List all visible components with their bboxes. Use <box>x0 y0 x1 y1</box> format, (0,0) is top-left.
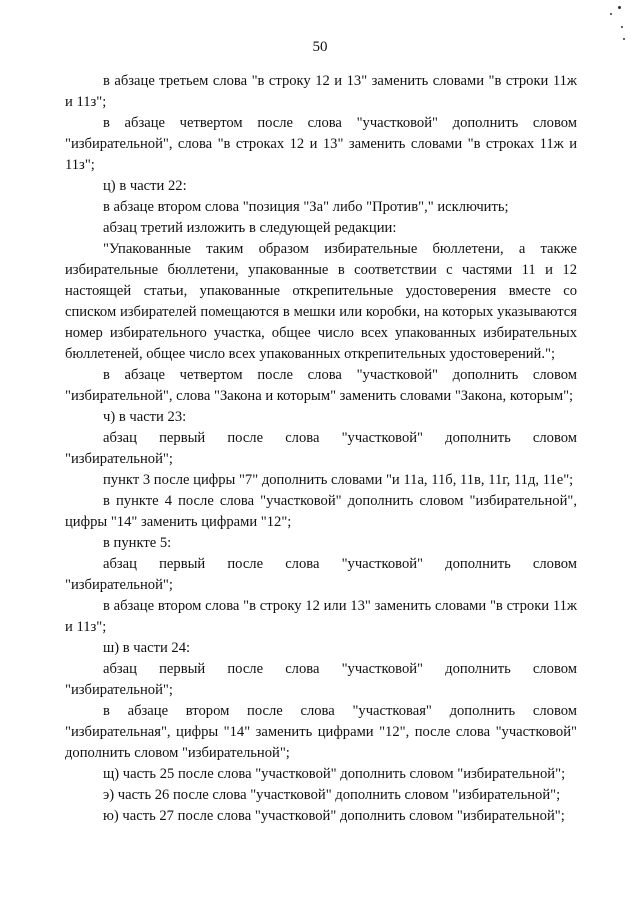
paragraph: ц) в части 22: <box>103 178 187 194</box>
paragraph: абзац третий изложить в следующей редакции: <box>103 220 397 236</box>
paragraph: "Упакованные таким образом избирательные бюллетени, а также избирательные бюллетени, упакованные в соответствии с частями 11 и 12 настоящей статьи, упакованные открепительные удостоверения вместе со списком избирателей помещаются в мешки или коробки, на которых указываются номер избирательного участка, общее число всех упакованных избирательных бюллетеней, общее число всех упакованных открепительных удостоверений."; <box>65 241 577 362</box>
paragraph: э) часть 26 после слова "участковой" дополнить словом "избирательной"; <box>103 787 561 803</box>
paragraph: ч) в части 23: <box>103 409 187 425</box>
paragraph: ю) часть 27 после слова "участковой" дополнить словом "избирательной"; <box>103 808 565 824</box>
paragraph: абзац первый после слова "участковой" дополнить словом "избирательной"; <box>65 661 577 698</box>
page-number: 50 <box>312 39 328 55</box>
paragraph: абзац первый после слова "участковой" дополнить словом "избирательной"; <box>65 556 577 593</box>
paragraph: в абзаце втором слова "в строку 12 или 13" заменить словами "в строки 11ж и 11з"; <box>65 598 577 635</box>
paragraph: в пункте 4 после слова "участковой" дополнить словом "избирательной", цифры "14" заменить цифрами "12"; <box>65 493 577 530</box>
paragraph: абзац первый после слова "участковой" дополнить словом "избирательной"; <box>65 430 577 467</box>
paragraph: в абзаце четвертом после слова "участковой" дополнить словом "избирательной", слова "в строках 12 и 13" заменить словами "в строках 11ж и 11з"; <box>65 115 577 173</box>
paragraph: в абзаце втором после слова "участковая" дополнить словом "избирательная", цифры "14" заменить цифрами "12", после слова "участковой" дополнить словом "избирательной"; <box>65 703 577 761</box>
paragraph: в абзаце четвертом после слова "участковой" дополнить словом "избирательной", слова "Закона и которым" заменить словами "Закона, которым"; <box>65 367 577 404</box>
paragraph: в пункте 5: <box>103 535 172 551</box>
document-body <box>65 71 577 827</box>
paragraph: щ) часть 25 после слова "участковой" дополнить словом "избирательной"; <box>103 766 566 782</box>
paragraph: пункт 3 после цифры "7" дополнить словами "и 11а, 11б, 11в, 11г, 11д, 11е"; <box>103 472 574 488</box>
paragraph: в абзаце третьем слова "в строку 12 и 13" заменить словами "в строки 11ж и 11з"; <box>65 73 577 110</box>
paragraph: ш) в части 24: <box>103 640 191 656</box>
paragraph: в абзаце втором слова "позиция "За" либо "Против"," исключить; <box>103 199 509 215</box>
